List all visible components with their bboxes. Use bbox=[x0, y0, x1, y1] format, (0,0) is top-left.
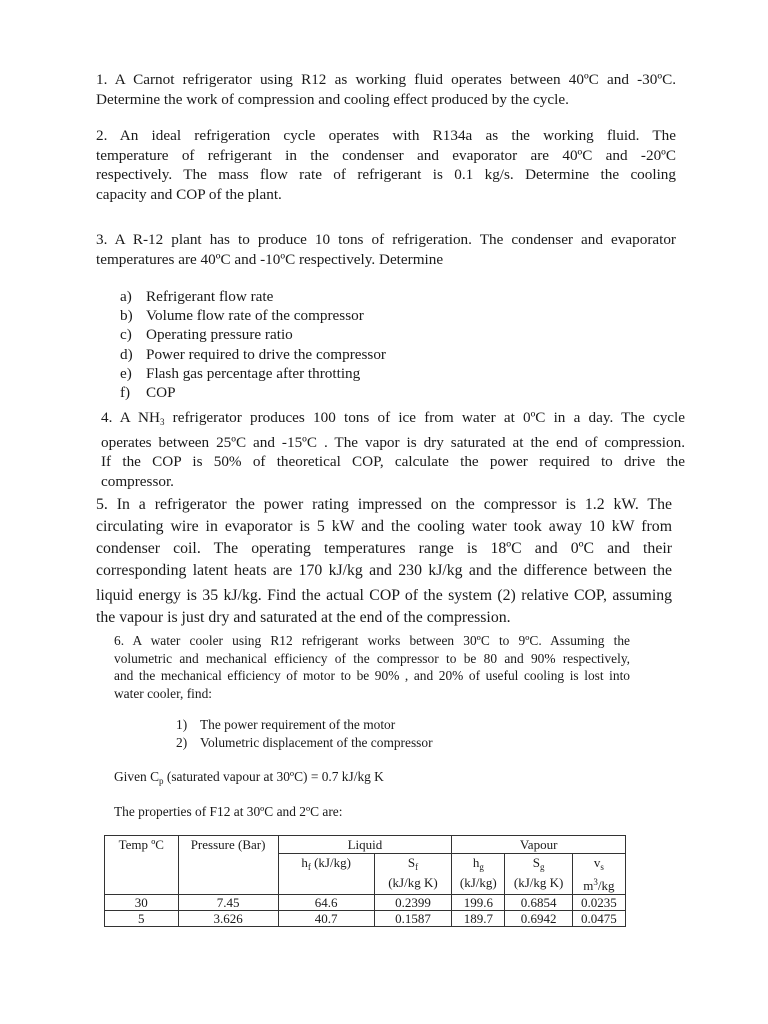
header-pressure: Pressure (Bar) bbox=[178, 836, 278, 854]
list-number: 2) bbox=[176, 734, 188, 750]
list-item bbox=[120, 383, 386, 402]
properties-caption: The properties of F12 at 30ºC and 2ºC are: bbox=[114, 804, 343, 819]
cell-sg: 0.6942 bbox=[505, 911, 572, 927]
list-item bbox=[120, 345, 386, 364]
text-line: 3. A R-12 plant has to produce 10 tons of refrigeration. The condenser and evaporator bbox=[96, 231, 676, 248]
question-1 bbox=[96, 70, 676, 110]
vs-subscript: s bbox=[600, 862, 604, 872]
given-line bbox=[114, 768, 384, 790]
list-text: Power required to drive the compressor bbox=[146, 345, 386, 363]
question-4 bbox=[101, 408, 685, 491]
text-line: 2. An ideal refrigeration cycle operates with R134a as the working fluid. The bbox=[96, 127, 676, 144]
hg-symbol: h bbox=[472, 855, 480, 870]
list-item bbox=[120, 287, 386, 306]
cell-hg: 189.7 bbox=[452, 911, 505, 927]
text-line: 5. In a refrigerator the power rating impressed on the compressor is 1.2 kW. The bbox=[96, 496, 672, 513]
text-line: temperatures are 40ºC and -10ºC respectively. Determine bbox=[96, 250, 444, 268]
q4-prefix: 4. A NH bbox=[101, 409, 160, 426]
text-line: Determine the work of compression and cooling effect produced by the cycle. bbox=[96, 91, 569, 108]
table-header-row bbox=[105, 836, 626, 854]
cell-hf: 40.7 bbox=[278, 911, 374, 927]
list-item bbox=[120, 364, 386, 383]
sf-symbol: S bbox=[407, 855, 416, 870]
cell-temp: 5 bbox=[105, 911, 179, 927]
text-line: 6. A water cooler using R12 refrigerant works between 30ºC to 9ºC. Assuming the bbox=[114, 633, 630, 648]
cell-vs: 0.0235 bbox=[572, 895, 625, 911]
header-temp: Temp ºC bbox=[105, 836, 179, 854]
list-letter: a) bbox=[120, 288, 132, 305]
hg-subscript: g bbox=[479, 862, 484, 872]
list-letter: c) bbox=[120, 326, 132, 344]
text-line: capacity and COP of the plant. bbox=[96, 185, 282, 203]
sg-unit: (kJ/kg K) bbox=[513, 875, 564, 890]
text-line: circulating wire in evaporator is 5 kW and the cooling water took away 10 kW from bbox=[96, 518, 672, 535]
header-vapour: Vapour bbox=[452, 836, 626, 854]
vs-unit: m bbox=[583, 878, 594, 893]
sf-subscript: f bbox=[415, 862, 419, 872]
list-text: Flash gas percentage after throtting bbox=[146, 364, 361, 382]
hf-symbol: h bbox=[301, 855, 308, 870]
header-hg bbox=[452, 854, 505, 895]
sg-subscript: g bbox=[539, 862, 545, 872]
cell-pressure: 3.626 bbox=[178, 911, 278, 927]
table-subheader-row bbox=[105, 854, 626, 895]
text-line: condenser coil. The operating temperatures range is 18ºC and 0ºC and their bbox=[96, 540, 672, 557]
header-sg bbox=[505, 854, 572, 895]
text-line bbox=[101, 408, 685, 433]
header-hf bbox=[278, 854, 374, 895]
q4-rest: refrigerator produces 100 tons of ice from water at 0ºC in a day. The cycle bbox=[164, 409, 685, 426]
text-line: temperature of refrigerant in the condenser and evaporator are 40ºC and -20ºC bbox=[96, 146, 676, 164]
text-line: respectively. The mass flow rate of refrigerant is 0.1 kg/s. Determine the cooling bbox=[96, 166, 676, 183]
sg-symbol: S bbox=[532, 855, 540, 870]
properties-table bbox=[104, 835, 626, 927]
cell-sf: 0.2399 bbox=[374, 895, 452, 911]
list-text: Refrigerant flow rate bbox=[146, 288, 274, 305]
list-letter: d) bbox=[120, 345, 133, 363]
question-3-list bbox=[120, 287, 386, 402]
list-text: Volume flow rate of the compressor bbox=[146, 307, 364, 325]
text-line: volumetric and mechanical efficiency of the compressor to be 80 and 90% respectively, bbox=[114, 650, 630, 666]
list-letter: f) bbox=[120, 384, 131, 402]
header-liquid: Liquid bbox=[278, 836, 452, 854]
vs-symbol: v bbox=[593, 855, 601, 870]
q4-subscript: 3 bbox=[160, 417, 165, 427]
list-number: 1) bbox=[176, 717, 188, 732]
text-line: liquid energy is 35 kJ/kg. Find the actual COP of the system (2) relative COP, assuming bbox=[96, 587, 672, 604]
text-line: operates between 25ºC and -15ºC . The vapor is dry saturated at the end of compression. bbox=[101, 433, 685, 451]
given-rest: (saturated vapour at 30ºC) = 0.7 kJ/kg K bbox=[163, 769, 384, 784]
vs-superscript: 3 bbox=[593, 877, 598, 887]
text-line: If the COP is 50% of theoretical COP, calculate the power required to drive the bbox=[101, 453, 685, 470]
question-5 bbox=[96, 494, 672, 629]
list-item bbox=[176, 716, 433, 734]
list-item bbox=[120, 306, 386, 325]
text-line: 1. A Carnot refrigerator using R12 as working fluid operates between 40ºC and -30ºC. bbox=[96, 71, 676, 88]
list-text: The power requirement of the motor bbox=[200, 717, 396, 732]
list-text: Volumetric displacement of the compressor bbox=[200, 734, 433, 750]
subheader-empty bbox=[178, 854, 278, 895]
question-2 bbox=[96, 126, 676, 204]
question-6-list bbox=[176, 716, 433, 751]
list-item bbox=[176, 734, 433, 752]
text-line: corresponding latent heats are 170 kJ/kg and 230 kJ/kg and the difference between the bbox=[96, 562, 672, 579]
header-vs bbox=[572, 854, 625, 895]
cell-temp: 30 bbox=[105, 895, 179, 911]
cell-pressure: 7.45 bbox=[178, 895, 278, 911]
list-letter: e) bbox=[120, 364, 132, 382]
text-line: the vapour is just dry and saturated at the end of the compression. bbox=[96, 609, 511, 626]
cell-hg: 199.6 bbox=[452, 895, 505, 911]
list-letter: b) bbox=[120, 307, 133, 325]
subheader-empty bbox=[105, 854, 179, 895]
text-line: water cooler, find: bbox=[114, 685, 212, 701]
cell-sf: 0.1587 bbox=[374, 911, 452, 927]
vs-unit-tail: /kg bbox=[597, 878, 615, 893]
cell-sg: 0.6854 bbox=[505, 895, 572, 911]
given-prefix: Given C bbox=[114, 769, 160, 784]
list-item bbox=[120, 325, 386, 344]
header-sf bbox=[374, 854, 452, 895]
hg-unit: (kJ/kg) bbox=[459, 875, 497, 890]
list-text: Operating pressure ratio bbox=[146, 326, 293, 344]
cell-hf: 64.6 bbox=[278, 895, 374, 911]
cell-vs: 0.0475 bbox=[572, 911, 625, 927]
question-6 bbox=[114, 632, 630, 702]
table-row bbox=[105, 895, 626, 911]
sf-unit: (kJ/kg K) bbox=[388, 875, 438, 890]
list-text: COP bbox=[146, 384, 176, 402]
hf-subscript: f bbox=[307, 862, 311, 872]
hf-unit: (kJ/kg) bbox=[310, 855, 351, 870]
table-row bbox=[105, 911, 626, 927]
text-line: compressor. bbox=[101, 472, 174, 490]
given-subscript: p bbox=[159, 776, 164, 786]
question-3 bbox=[96, 230, 676, 269]
text-line: and the mechanical efficiency of motor to be 90% , and 20% of useful cooling is lost into bbox=[114, 668, 630, 683]
